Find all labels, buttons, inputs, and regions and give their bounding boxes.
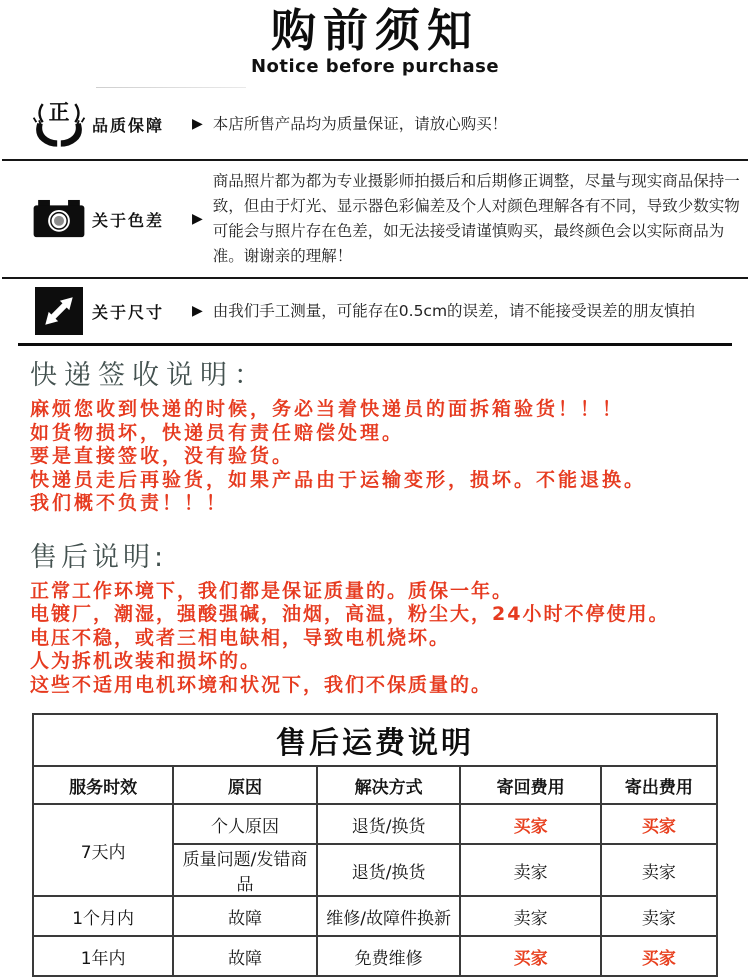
cell-reason: 故障 bbox=[173, 896, 317, 936]
cell-period: 1个月内 bbox=[33, 896, 173, 936]
cell-solution: 免费维修 bbox=[317, 936, 461, 976]
camera-icon bbox=[26, 195, 92, 243]
cell-send-fee: 买家 bbox=[601, 804, 717, 844]
section-line: 电压不稳，或者三相电缺相，导致电机烧坏。 bbox=[30, 626, 451, 649]
cell-return-fee: 买家 bbox=[460, 936, 600, 976]
section-line: 这些不适用电机环境和状况下，我们不保质量的。 bbox=[30, 673, 493, 696]
header-divider bbox=[96, 87, 246, 88]
shipping-fee-table-wrap bbox=[32, 713, 720, 977]
triangle-bullet-icon: ▶ bbox=[192, 211, 203, 227]
section-line: 快递员走后再验货，如果产品由于运输变形，损坏。不能退换。 bbox=[30, 468, 647, 491]
cell-send-fee: 买家 bbox=[601, 936, 717, 976]
col-header-reason: 原因 bbox=[173, 766, 317, 804]
section-line: 正常工作环境下，我们都是保证质量的。质保一年。 bbox=[30, 579, 514, 602]
triangle-bullet-icon: ▶ bbox=[192, 116, 203, 132]
notice-row-quality bbox=[2, 89, 748, 161]
table-title: 售后运费说明 bbox=[33, 714, 717, 766]
page-title: 购前须知 bbox=[270, 4, 479, 57]
cell-reason: 质量问题/发错商品 bbox=[173, 844, 317, 896]
section-line: 我们概不负责！！！ bbox=[30, 492, 229, 514]
aftersale-section bbox=[30, 540, 750, 698]
notice-row-size bbox=[18, 279, 732, 346]
section-line: 如货物损坏，快递员有责任赔偿处理。 bbox=[30, 421, 405, 444]
svg-text:正: 正 bbox=[48, 100, 70, 125]
section-heading: 售后说明: bbox=[30, 541, 168, 573]
notice-row-text: 本店所售产品均为质量保证，请放心购买！ bbox=[212, 114, 508, 133]
cell-period: 1年内 bbox=[33, 936, 173, 976]
cell-period: 7天内 bbox=[33, 804, 173, 896]
table-row bbox=[33, 936, 717, 976]
page-header bbox=[0, 0, 750, 77]
notice-rows bbox=[0, 89, 750, 346]
notice-row-label: 关于尺寸 bbox=[92, 302, 165, 322]
section-line: 麻烦您收到快递的时候，务必当着快递员的面拆箱验货！！！ bbox=[30, 398, 625, 420]
cell-send-fee: 卖家 bbox=[601, 896, 717, 936]
cell-reason: 故障 bbox=[173, 936, 317, 976]
table-title-row bbox=[33, 714, 717, 766]
cell-send-fee: 卖家 bbox=[601, 844, 717, 896]
notice-row-label: 品质保障 bbox=[92, 115, 165, 135]
cell-return-fee: 卖家 bbox=[460, 896, 600, 936]
cell-solution: 退货/换货 bbox=[317, 804, 461, 844]
size-arrow-icon bbox=[26, 287, 92, 335]
cell-return-fee: 卖家 bbox=[460, 844, 600, 896]
col-header-solution: 解决方式 bbox=[317, 766, 461, 804]
table-row bbox=[33, 896, 717, 936]
notice-row-text: 由我们手工测量，可能存在0.5cm的误差，请不能接受误差的朋友慎拍 bbox=[212, 301, 696, 320]
table-row bbox=[33, 804, 717, 844]
hands-quality-icon bbox=[26, 97, 92, 151]
col-header-send-fee: 寄出费用 bbox=[601, 766, 717, 804]
notice-row-text: 商品照片都为都为专业摄影师拍摄后和后期修正调整，尽量与现实商品保持一致，但由于灯光、显示器色彩偏差及个人对颜色理解各有不同，导致少数实物 可能会与照片存在色差，如无法接受请谨慎购买，最终颜色会以实际商品为准。谢谢亲的理解！ bbox=[212, 172, 740, 265]
cell-solution: 维修/故障件换新 bbox=[317, 896, 461, 936]
cell-return-fee: 买家 bbox=[460, 804, 600, 844]
section-line: 人为拆机改装和损坏的。 bbox=[30, 650, 262, 672]
section-line: 电镀厂，潮湿，强酸强碱，油烟，高温，粉尘大，24小时不停使用。 bbox=[30, 603, 670, 625]
shipping-fee-table bbox=[32, 713, 718, 977]
cell-solution: 退货/换货 bbox=[317, 844, 461, 896]
triangle-bullet-icon: ▶ bbox=[192, 303, 203, 319]
cell-reason: 个人原因 bbox=[173, 804, 317, 844]
section-line: 要是直接签收，没有验货。 bbox=[30, 445, 295, 467]
notice-row-label: 关于色差 bbox=[92, 210, 165, 230]
page-subtitle: Notice before purchase bbox=[250, 56, 500, 77]
section-heading: 快递签收说明： bbox=[30, 360, 268, 391]
notice-row-color bbox=[2, 161, 748, 279]
col-header-return-fee: 寄回费用 bbox=[460, 766, 600, 804]
col-header-service-period: 服务时效 bbox=[33, 766, 173, 804]
delivery-signoff-section bbox=[30, 358, 750, 516]
table-header-row bbox=[33, 766, 717, 804]
